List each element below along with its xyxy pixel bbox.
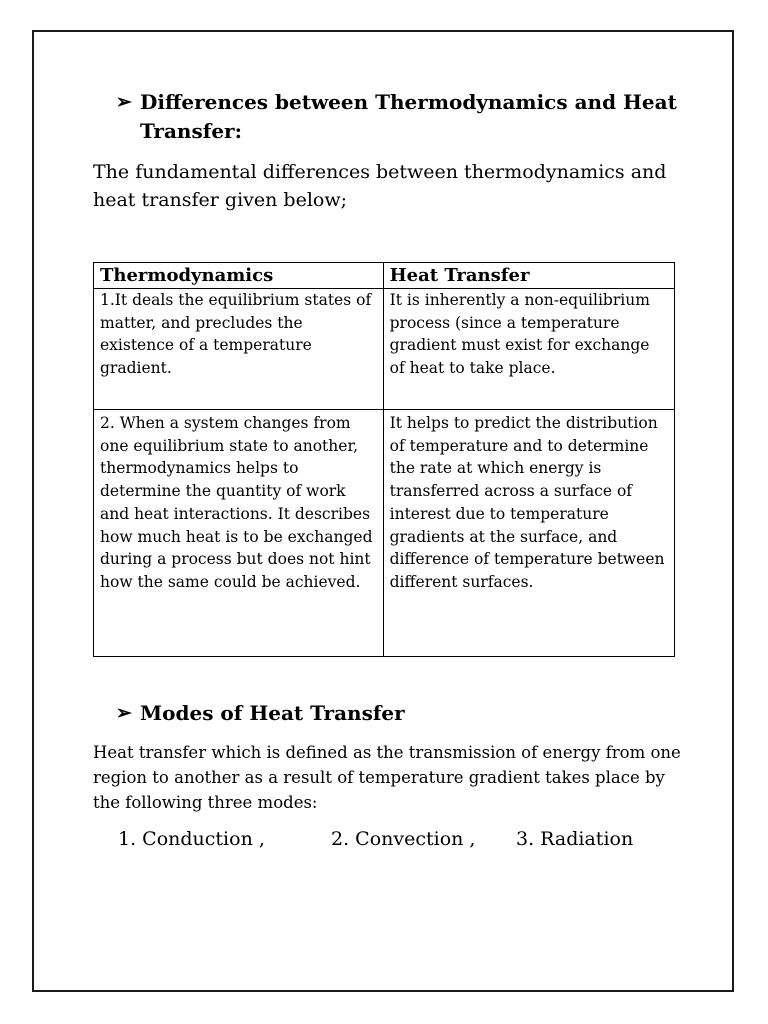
arrow-bullet-icon: ➢ (116, 702, 132, 724)
table-cell: 1.It deals the equilibrium states of matter, and precludes the existence of a temperature gradient. (94, 289, 384, 410)
table-cell: 2. When a system changes from one equilibrium state to another, thermodynamics helps to determine the quantity of work and heat interactions. It describes how much heat is to be exchanged during a process but does not hint how the same could be achieved. (94, 410, 384, 657)
header-thermodynamics: Thermodynamics (94, 263, 384, 289)
table-row (94, 289, 675, 410)
mode-convection: 2. Convection , (331, 828, 476, 850)
modes-paragraph: Heat transfer which is defined as the transmission of energy from one region to another as a result of temperature gradient takes place by the following three modes: (93, 743, 681, 812)
heading-text: Modes of Heat Transfer (140, 701, 405, 725)
table-cell: It helps to predict the distribution of temperature and to determine the rate at which energy is transferred across a surface of interest due to temperature gradients at the surface, and difference of temperature between different surfaces. (383, 410, 674, 657)
comparison-table (93, 262, 675, 657)
section-heading-modes (116, 699, 700, 728)
table-row (94, 410, 675, 657)
table-header-row (94, 263, 675, 289)
mode-conduction: 1. Conduction , (118, 828, 265, 850)
table-cell: It is inherently a non-equilibrium process (since a temperature gradient must exist for exchange of heat to take place. (383, 289, 674, 410)
arrow-bullet-icon: ➢ (116, 91, 132, 113)
intro-paragraph: The fundamental differences between thermodynamics and heat transfer given below; (93, 161, 667, 211)
section-heading-differences (116, 88, 700, 146)
header-heat-transfer: Heat Transfer (383, 263, 674, 289)
mode-radiation: 3. Radiation (516, 828, 634, 850)
heading-text: Differences between Thermodynamics and Heat Transfer: (140, 90, 677, 143)
